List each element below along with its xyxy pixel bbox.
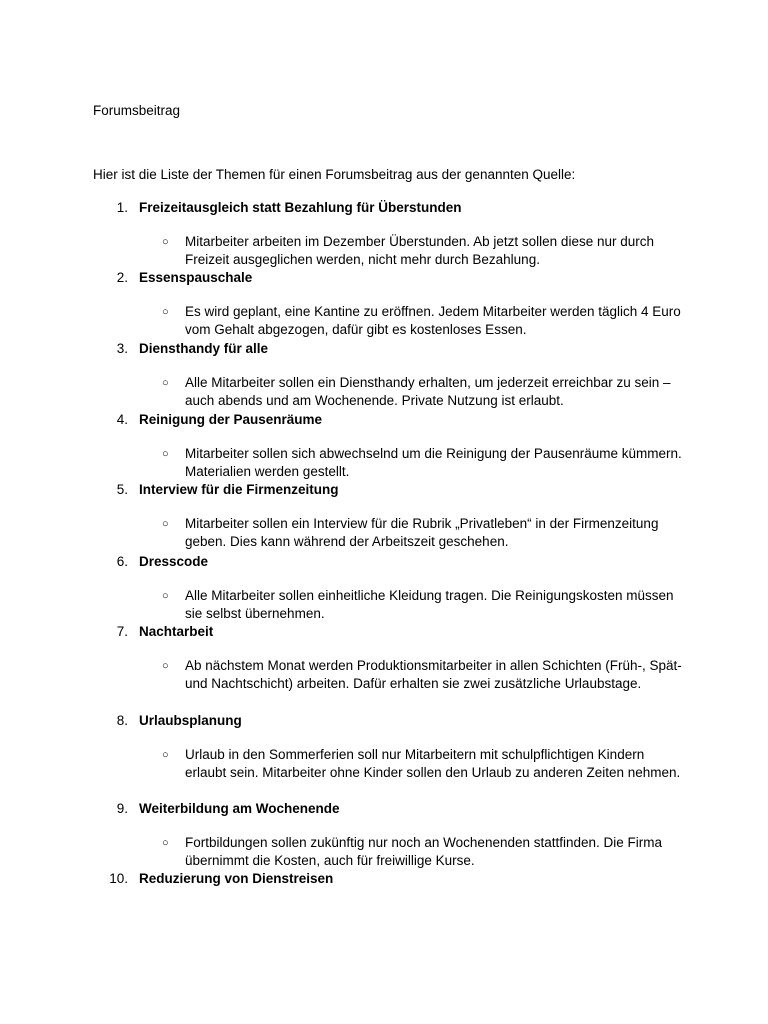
list-item-title: Freizeitausgleich statt Bezahlung für Überstunden <box>139 200 462 215</box>
list-item-title: Essenspauschale <box>139 270 253 285</box>
hollow-bullet-icon: ○ <box>162 518 169 530</box>
list-item-number: 9. <box>116 801 128 816</box>
list-item-number: 7. <box>116 624 128 639</box>
list-item-number: 2. <box>116 270 128 285</box>
hollow-bullet-icon: ○ <box>162 236 169 248</box>
intro-paragraph: Hier ist die Liste der Themen für einen Forumsbeitrag aus der genannten Quelle: <box>93 167 576 182</box>
list-item-title: Nachtarbeit <box>139 624 214 639</box>
list-item-number: 5. <box>116 482 128 497</box>
list-item-title: Interview für die Firmenzeitung <box>139 482 339 497</box>
list-item-number: 6. <box>116 554 128 569</box>
list-item-description: Alle Mitarbeiter sollen einheitliche Kleidung tragen. Die Reinigungskosten müssen sie selbst übernehmen. <box>185 588 674 621</box>
list-item-description: Mitarbeiter sollen sich abwechselnd um die Reinigung der Pausenräume kümmern. Materialien werden gestellt. <box>185 446 682 479</box>
list-item-number: 3. <box>116 341 128 356</box>
list-item-description: Alle Mitarbeiter sollen ein Diensthandy erhalten, um jederzeit erreichbar zu sein – auch abends und am Wochenende. Private Nutzung ist erlaubt. <box>185 375 671 408</box>
hollow-bullet-icon: ○ <box>162 590 169 602</box>
list-item-title: Weiterbildung am Wochenende <box>139 801 340 816</box>
list-item-number: 4. <box>116 412 128 427</box>
hollow-bullet-icon: ○ <box>162 306 169 318</box>
hollow-bullet-icon: ○ <box>162 749 169 761</box>
list-item-title: Reduzierung von Dienstreisen <box>139 871 334 886</box>
list-item-description: Mitarbeiter sollen ein Interview für die Rubrik „Privatleben“ in der Firmenzeitung geben. Dies kann während der Arbeitszeit geschehen. <box>185 516 659 549</box>
hollow-bullet-icon: ○ <box>162 837 169 849</box>
list-item-description: Urlaub in den Sommerferien soll nur Mitarbeitern mit schulpflichtigen Kindern erlaubt sein. Mitarbeiter ohne Kinder sollen den Urlaub zu anderen Zeiten nehmen. <box>185 747 681 780</box>
document-title: Forumsbeitrag <box>93 103 181 118</box>
list-item-description: Es wird geplant, eine Kantine zu eröffnen. Jedem Mitarbeiter werden täglich 4 Euro vom Gehalt abgezogen, dafür gibt es kostenloses Essen. <box>185 304 681 337</box>
hollow-bullet-icon: ○ <box>162 448 169 460</box>
list-item-title: Urlaubsplanung <box>139 713 242 728</box>
hollow-bullet-icon: ○ <box>162 377 169 389</box>
hollow-bullet-icon: ○ <box>162 660 169 672</box>
list-item-description: Ab nächstem Monat werden Produktionsmitarbeiter in allen Schichten (Früh-, Spät- und Nachtschicht) arbeiten. Dafür erhalten sie zwei zusätzliche Urlaubstage. <box>185 658 682 691</box>
list-item-number: 8. <box>116 713 128 728</box>
list-item-title: Diensthandy für alle <box>139 341 269 356</box>
list-item-title: Reinigung der Pausenräume <box>139 412 323 427</box>
list-item-description: Mitarbeiter arbeiten im Dezember Überstunden. Ab jetzt sollen diese nur durch Freizeit ausgeglichen werden, nicht mehr durch Bezahlung. <box>185 234 654 267</box>
list-item-number: 10. <box>109 871 128 886</box>
list-item-number: 1. <box>116 200 128 215</box>
list-item-title: Dresscode <box>139 554 209 569</box>
list-item-description: Fortbildungen sollen zukünftig nur noch an Wochenenden stattfinden. Die Firma übernimmt die Kosten, auch für freiwillige Kurse. <box>185 835 663 868</box>
